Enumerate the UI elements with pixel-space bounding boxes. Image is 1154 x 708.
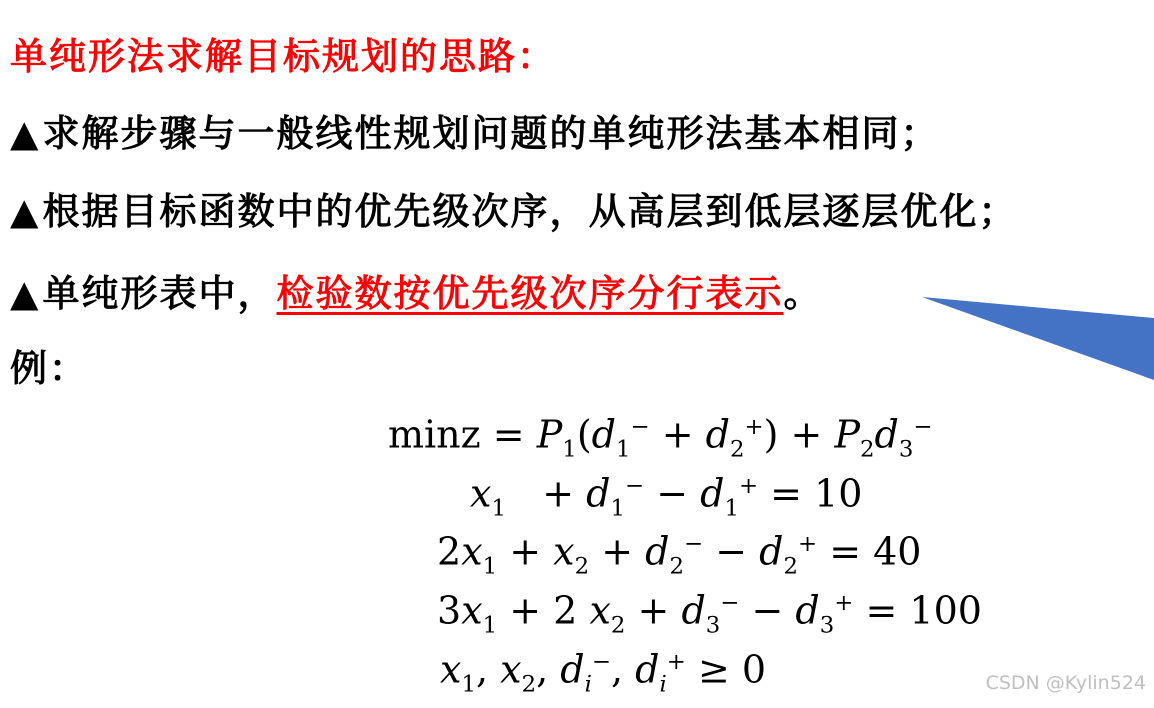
nonnegativity-constraint: $x_1$, $x_2$, $d_i^-$, $d_i^+ \ge 0$ [440, 647, 767, 698]
objective-equation: $\min z = P_1(d_1^- + d_2^+) + P_2d_3^-$ [388, 412, 933, 463]
slide-title: 单纯形法求解目标规划的思路： [10, 35, 556, 78]
bullet-2-text: 根据目标函数中的优先级次序，从高层到低层逐层优化； [42, 190, 1018, 233]
callout-arrow-shape [922, 297, 1154, 380]
constraint-2: $2x_1 + x_2 + d_2^- - d_2^+ = 40$ [437, 529, 922, 580]
triangle-bullet-icon: ▲ [10, 272, 41, 315]
bullet-3-prefix: 单纯形表中， [42, 272, 277, 315]
bullet-3-highlight: 检验数按优先级次序分行表示 [276, 272, 784, 315]
triangle-bullet-icon: ▲ [10, 190, 41, 233]
constraint-3: $3x_1 + 2$ $x_2 + d_3^- - d_3^+ = 100$ [437, 588, 982, 639]
example-label: 例： [10, 347, 88, 390]
watermark: CSDN @Kylin524 [985, 672, 1146, 694]
constraint-1: $x_1$ + $d_1^- - d_1^+ = 10$ [470, 471, 863, 522]
triangle-bullet-icon: ▲ [10, 112, 41, 155]
bullet-3-suffix: 。 [783, 272, 823, 315]
bullet-1-text: 求解步骤与一般线性规划问题的单纯形法基本相同； [42, 112, 940, 155]
